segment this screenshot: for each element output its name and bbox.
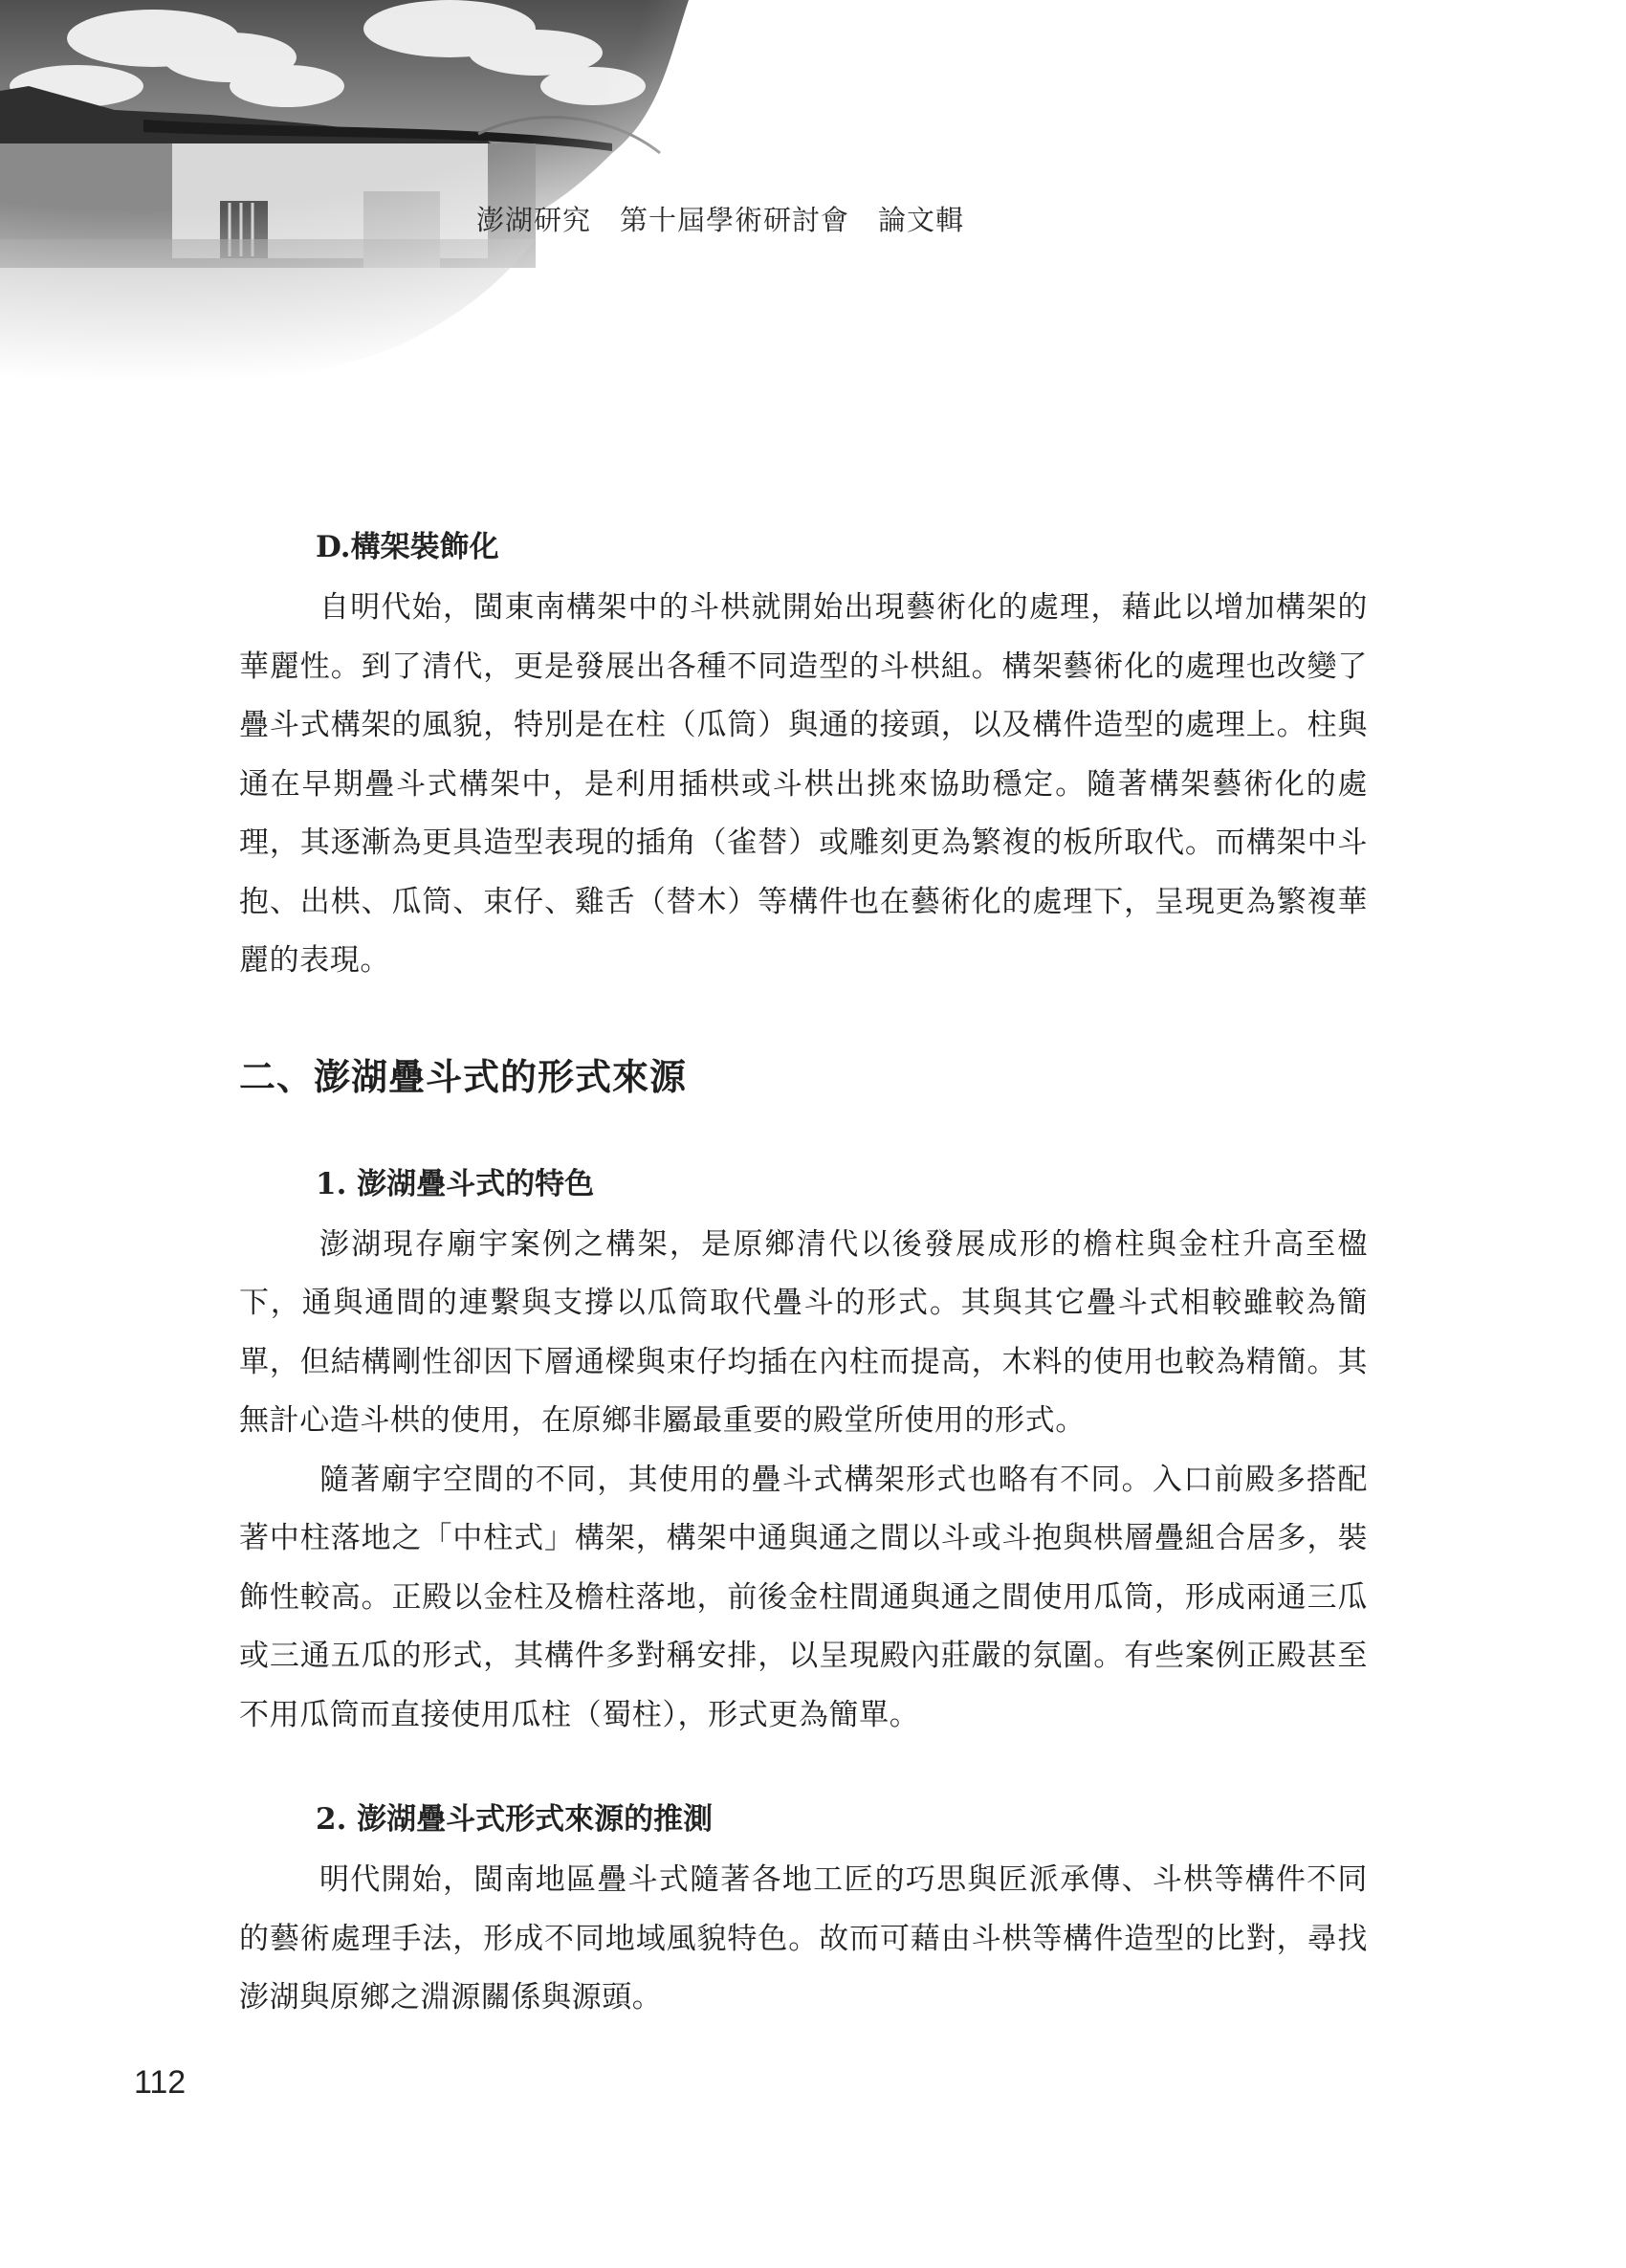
subsection-heading-2: 2. 澎湖疊斗式形式來源的推測 [316,1802,714,1837]
page-number: 112 [134,2064,187,2101]
paragraph-1b: 隨著廟宇空間的不同，其使用的疊斗式構架形式也略有不同。入口前殿多搭配著中柱落地之「中柱式」構架，構架中通與通之間以斗或斗抱與栱層疊組合居多，裝飾性較高。正殿以金柱及檐柱落地，前後金柱間通與通之間使用瓜筒，形成兩通三瓜或三通五瓜的形式，其構件多對稱安排，以呈現殿內莊嚴的氛圍。有些案例正殿甚至不用瓜筒而直接使用瓜柱（蜀柱），形式更為簡單。 [239,1462,1368,1732]
paragraph-2: 明代開始，閩南地區疊斗式隨著各地工匠的巧思與匠派承傳、斗栱等構件不同的藝術處理手法，形成不同地域風貌特色。故而可藉由斗栱等構件造型的比對，尋找澎湖與原鄉之淵源關係與源頭。 [239,1862,1368,2015]
subsection-heading-1: 1. 澎湖疊斗式的特色 [316,1166,595,1201]
subsection-heading-d: D.構架裝飾化 [316,530,499,564]
running-head: 澎湖研究 第十屆學術研討會 論文輯 [476,204,965,236]
paragraph-1a: 澎湖現存廟宇案例之構架，是原鄉清代以後發展成形的檐柱與金柱升高至楹下，通與通間的連繫與支撐以瓜筒取代疊斗的形式。其與其它疊斗式相較雖較為簡單，但結構剛性卻因下層通樑與束仔均插在內柱而提高，木料的使用也較為精簡。其無計心造斗栱的使用，在原鄉非屬最重要的殿堂所使用的形式。 [239,1226,1368,1438]
section-title: 二、澎湖疊斗式的形式來源 [239,1054,688,1098]
body-text [239,524,1368,2028]
paragraph-d: 自明代始，閩東南構架中的斗栱就開始出現藝術化的處理，藉此以增加構架的華麗性。到了清代，更是發展出各種不同造型的斗栱組。構架藝術化的處理也改變了疊斗式構架的風貌，特別是在柱（瓜筒）與通的接頭，以及構件造型的處理上。柱與通在早期疊斗式構架中，是利用插栱或斗栱出挑來協助穩定。隨著構架藝術化的處理，其逐漸為更具造型表現的插角（雀替）或雕刻更為繁複的板所取代。而構架中斗抱、出栱、瓜筒、束仔、雞舌（替木）等構件也在藝術化的處理下，呈現更為繁複華麗的表現。 [239,590,1368,978]
